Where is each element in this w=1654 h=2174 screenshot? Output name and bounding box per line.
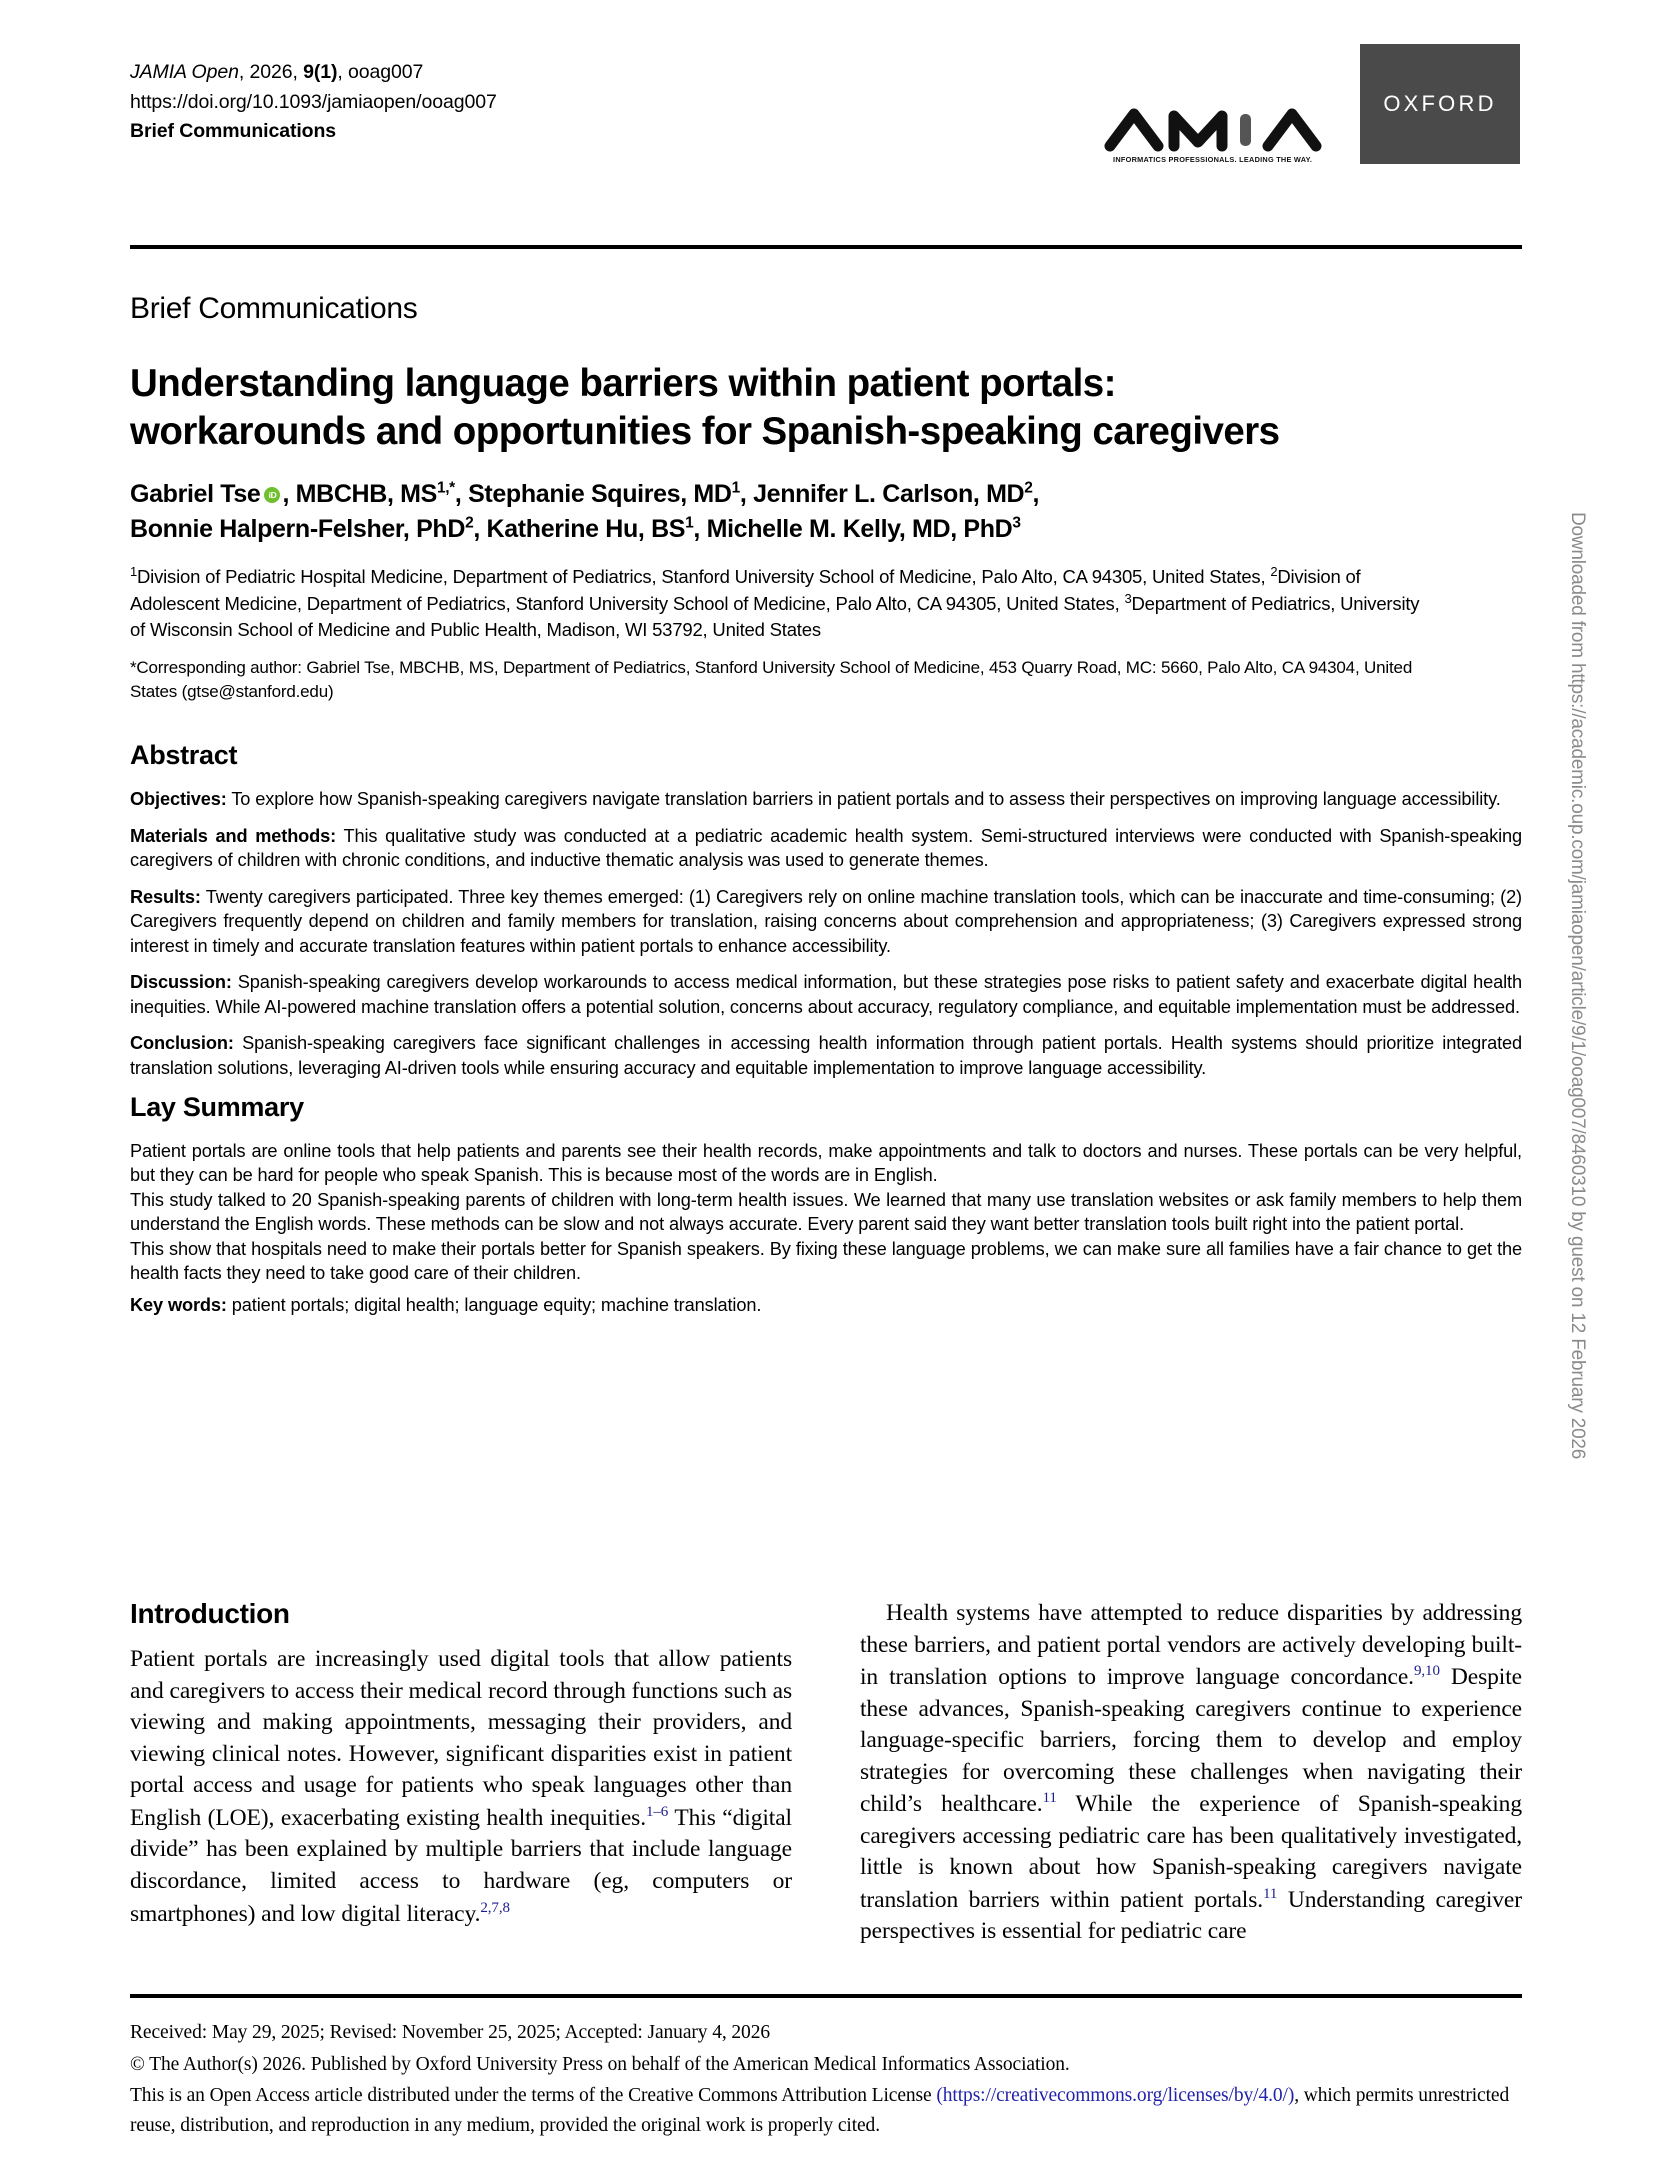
article-body-columns: [130, 1598, 1522, 1948]
journal-year: , 2026,: [238, 61, 304, 83]
abstract-discussion: [130, 970, 1522, 1019]
author-degrees-tse: , MBCHB, MS: [282, 480, 437, 509]
doi-line[interactable]: https://doi.org/10.1093/jamiaopen/ooag007: [130, 90, 497, 113]
introduction-paragraph-1: [130, 1644, 792, 1930]
intro-right-text-a: Health systems have attempted to reduce disparities by addressing these barriers, and patient portal vendors are actively developing built-in translation options to improve language concordance.: [860, 1600, 1522, 1691]
abstract-discussion-text: Spanish-speaking caregivers develop workarounds to access medical information, but these strategies pose risks to patient safety and exacerbate digital health inequities. While AI-powered machine translation offers a potential solution, concerns about accuracy, regulatory compliance, and equitable implementation must be addressed.: [130, 972, 1522, 1017]
abstract-objectives: [130, 787, 1522, 811]
citation-ref[interactable]: 11: [1042, 1790, 1057, 1807]
abstract-results-label: Results:: [130, 886, 201, 907]
oxford-university-press-logo: [1360, 44, 1520, 164]
footer-license: [130, 2081, 1522, 2140]
masthead: [130, 58, 1520, 164]
affiliation-marker-3: 3: [1124, 591, 1132, 607]
body-column-right: [860, 1598, 1522, 1948]
downloaded-from-text: Downloaded from https://academic.oup.com/jamiaopen/article/9/1/ooag007/8460310 by guest on 12 February 2026: [1567, 512, 1588, 1460]
author-name-carlson: , Jennifer L. Carlson, MD: [739, 480, 1025, 509]
oxford-label: OXFORD: [1383, 91, 1497, 116]
footer-copyright: © The Author(s) 2026. Published by Oxford University Press on behalf of the American Medical Informatics Association.: [130, 2053, 1070, 2075]
lay-summary-paragraph: This study talked to 20 Spanish-speaking parents of children with long-term health issues. We learned that many use translation websites or ask family members to help them understand the English words. These methods can be slow and not always accurate. Every parent said they want better translation tools built right into the patient portal.: [130, 1189, 1522, 1235]
abstract-heading: Abstract: [130, 740, 238, 771]
lay-summary-paragraph: Patient portals are online tools that help patients and parents see their health records, make appointments and talk to doctors and nurses. These portals can be very helpful, but they can be hard for people who speak Spanish. This is because most of the words are in English.: [130, 1141, 1522, 1186]
author-name-hu: , Katherine Hu, BS: [473, 515, 686, 544]
corresponding-author-note: *Corresponding author: Gabriel Tse, MBCHB, MS, Department of Pediatrics, Stanford University School of Medicine, 453 Quarry Road, MC: 5660, Palo Alto, CA 94304, United States (gtse@stanford.edu): [130, 658, 1413, 702]
author-affil-marker: 3: [1012, 514, 1021, 532]
affiliation-marker-2: 2: [1270, 564, 1278, 580]
journal-article-id: , ooag007: [337, 61, 424, 83]
footer-dates: Received: May 29, 2025; Revised: November 25, 2025; Accepted: January 4, 2026: [130, 2022, 770, 2043]
license-text-a: This is an Open Access article distributed under the terms of the Creative Commons Attribution License: [130, 2085, 937, 2107]
article-front-matter: [130, 292, 1522, 1317]
amia-tagline: INFORMATICS PROFESSIONALS. LEADING THE WAY.: [1113, 155, 1313, 164]
citation-ref[interactable]: 11: [1263, 1886, 1278, 1902]
intro-right-text-c: While the experience of Spanish-speaking caregivers accessing pediatric care has been qualitatively investigated, little is known about how Spanish-speaking caregivers navigate translation barriers within patient portals.: [860, 1791, 1522, 1913]
introduction-heading: Introduction: [130, 1598, 290, 1629]
author-affil-marker: 2: [1024, 479, 1033, 497]
abstract-objectives-text: To explore how Spanish-speaking caregivers navigate translation barriers in patient portals and to assess their perspectives on improving language accessibility.: [226, 789, 1501, 810]
affiliations: [130, 563, 1430, 643]
abstract-methods-label: Materials and methods:: [130, 825, 337, 846]
abstract-conclusion-text: Spanish-speaking caregivers face significant challenges in accessing health information through patient portals. Health systems should prioritize integrated translation solutions, leveraging AI-driven tools while ensuring accuracy and equitable implementation to improve language accessibility.: [130, 1033, 1522, 1078]
affiliation-3: Department of Pediatrics, University of Wisconsin School of Medicine and Public Health, Madison, WI 53792, United States: [130, 593, 1420, 641]
journal-citation-line: [130, 58, 497, 88]
author-list: [130, 477, 1400, 547]
author-name-kelly: , Michelle M. Kelly, MD, PhD: [693, 515, 1013, 544]
author-name-tse: Gabriel Tse: [130, 480, 261, 509]
abstract-objectives-label: Objectives:: [130, 789, 227, 810]
lay-summary-paragraph: This show that hospitals need to make their portals better for Spanish speakers. By fixing these language problems, we can make sure all families have a fair chance to get the health facts they need to take good care of their children.: [130, 1238, 1522, 1284]
journal-title: JAMIA Open: [130, 61, 239, 83]
page-title: Understanding language barriers within patient portals: workarounds and opportunities for Spanish-speaking caregivers: [130, 362, 1280, 453]
keywords-label: Key words:: [130, 1294, 227, 1315]
publisher-logos: [1088, 44, 1520, 164]
downloaded-from-watermark: [1562, 512, 1602, 1672]
journal-volume: 9(1): [303, 61, 338, 83]
citation-ref[interactable]: 1–6: [645, 1803, 669, 1820]
amia-logo: [1088, 44, 1360, 164]
affiliation-1: Division of Pediatric Hospital Medicine, Department of Pediatrics, Stanford University School of Medicine, Palo Alto, CA 94305, United States,: [137, 566, 1271, 588]
body-column-left: [130, 1598, 792, 1948]
keywords-text: patient portals; digital health; language equity; machine translation.: [226, 1294, 762, 1315]
author-affil-marker: 1: [685, 514, 694, 532]
article-type-kicker: Brief Communications: [130, 292, 418, 325]
citation-ref[interactable]: 2,7,8: [480, 1899, 510, 1916]
header-divider-rule: [130, 245, 1522, 249]
masthead-citation: [130, 58, 497, 147]
page-footer: [130, 2018, 1522, 2143]
footer-divider-rule: [130, 1994, 1522, 1998]
abstract-methods-text: This qualitative study was conducted at a pediatric academic health system. Semi-structured interviews were conducted with Spanish-speaking caregivers of children with chronic conditions, and inductive thematic analysis was used to generate themes.: [130, 825, 1522, 871]
lay-summary-heading: Lay Summary: [130, 1092, 304, 1123]
affiliation-2: Division of Adolescent Medicine, Department of Pediatrics, Stanford University School of Medicine, Palo Alto, CA 94305, United States,: [130, 566, 1361, 615]
abstract-conclusion: [130, 1031, 1522, 1080]
abstract-methods: [130, 824, 1522, 873]
intro-right-text-b: Despite these advances, Spanish-speaking caregivers continue to experience language-specific barriers, forcing them to develop and employ strategies for overcoming these challenges when navigating their child’s healthcare.: [860, 1664, 1522, 1818]
author-separator: ,: [1032, 480, 1040, 509]
abstract-conclusion-label: Conclusion:: [130, 1033, 234, 1054]
author-name-halpern-felsher: Bonnie Halpern-Felsher, PhD: [130, 515, 466, 544]
author-affil-marker: 2: [465, 514, 474, 532]
introduction-paragraph-2: [860, 1598, 1522, 1948]
license-link[interactable]: (https://creativecommons.org/licenses/by/4.0/): [936, 2085, 1295, 2107]
orcid-icon[interactable]: [264, 487, 280, 503]
masthead-section-label: Brief Communications: [130, 120, 337, 143]
keywords: [130, 1293, 1522, 1317]
author-affil-marker: 1: [731, 479, 740, 497]
intro-left-text-b: This “digital divide” has been explained by multiple barriers that include language discordance, limited access to hardware (eg, computers or smartphones) and low digital literacy.: [130, 1804, 792, 1927]
abstract-results: [130, 885, 1522, 958]
citation-ref[interactable]: 9,10: [1413, 1663, 1440, 1680]
amia-logomark-icon: [1104, 100, 1322, 152]
abstract-results-text: Twenty caregivers participated. Three key themes emerged: (1) Caregivers rely on online machine translation tools, which can be inaccurate and time-consuming; (2) Caregivers frequently depend on children and family members for translation, raising concerns about comprehension and appropriateness; (3) Caregivers expressed strong interest in timely and accurate translation features within patient portals to enhance accessibility.: [130, 886, 1522, 956]
license-text-b: , which permits unrestricted reuse, distribution, and reproduction in any medium, provided the original work is properly cited.: [130, 2085, 1510, 2136]
author-affil-marker: 1,*: [436, 479, 455, 497]
author-name-squires: , Stephanie Squires, MD: [454, 480, 732, 509]
intro-right-text-d: Understanding caregiver perspectives is essential for pediatric care: [860, 1886, 1522, 1945]
affiliation-marker-1: 1: [130, 564, 137, 580]
abstract-discussion-label: Discussion:: [130, 972, 232, 993]
intro-left-text-a: Patient portals are increasingly used digital tools that allow patients and caregivers to access their medical record through functions such as viewing and making appointments, messaging their providers, and viewing clinical notes. However, significant disparities exist in patient portal access and usage for patients who speak languages other than English (LOE), exacerbating existing health inequities.: [130, 1646, 792, 1831]
